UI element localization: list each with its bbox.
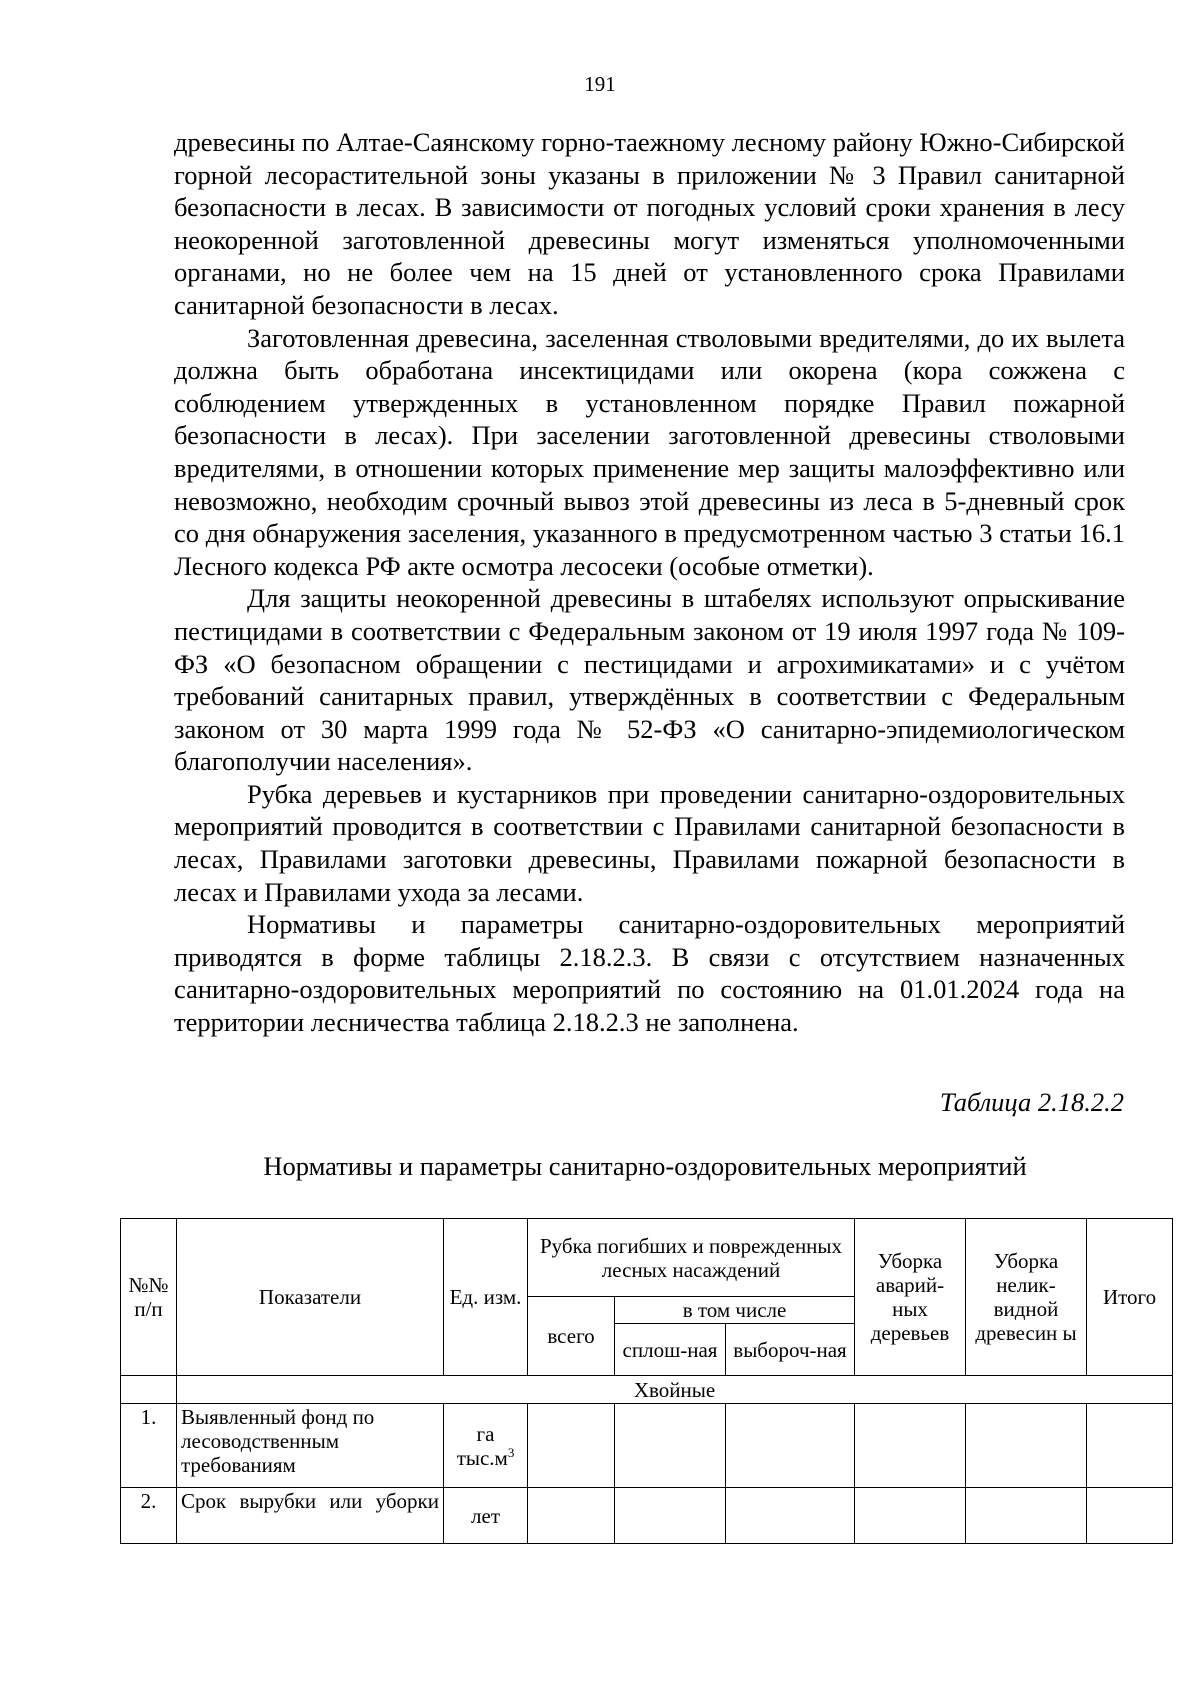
row-cell — [855, 1404, 966, 1488]
row-cell — [726, 1488, 855, 1544]
row-num: 1. — [121, 1404, 177, 1488]
header-total-felling: всего — [528, 1297, 615, 1376]
row-indicator: Выявленный фонд по лесоводственным требованиям — [177, 1404, 444, 1488]
table-row — [121, 1404, 1173, 1488]
header-illiquid: Уборка нелик-видной древесин ы — [966, 1219, 1087, 1376]
table-caption: Таблица 2.18.2.2 — [939, 1087, 1124, 1117]
paragraph-1: древесины по Алтае-Саянскому горно-таежному лесному району Южно-Сибирской горной лесорастительной зоны указаны в приложении № 3 Правил санитарной безопасности в лесах. В зависимости от погодных условий сроки хранения в лесу неокоренной заготовленной древесины могут изменяться уполномоченными органами, но не более чем на 15 дней от установленного срока Правилами санитарной безопасности в лесах. — [174, 127, 1125, 320]
row-num: 2. — [121, 1488, 177, 1544]
body-text — [174, 126, 1125, 1039]
row-cell — [615, 1488, 726, 1544]
header-emergency: Уборка аварий-ных деревьев — [855, 1219, 966, 1376]
paragraph-4: Рубка деревьев и кустарников при проведении санитарно-оздоровительных мероприятий проводится в соответствии с Правилами санитарной безопасности в лесах, Правилами заготовки древесины, Правилами пожарной безопасности в лесах и Правилами ухода за лесами. — [174, 778, 1125, 907]
row-unit — [444, 1404, 528, 1488]
row-unit: лет — [444, 1488, 528, 1544]
header-including: в том числе — [615, 1297, 855, 1324]
row-cell — [1087, 1404, 1173, 1488]
row-cell — [528, 1404, 615, 1488]
row-cell — [615, 1404, 726, 1488]
section-spacer — [121, 1376, 177, 1404]
row-cell — [726, 1404, 855, 1488]
paragraph-3: Для защиты неокоренной древесины в штабелях используют опрыскивание пестицидами в соответствии с Федеральным законом от 19 июля 1997 года № 109-ФЗ «О безопасном обращении с пестицидами и агрохимикатами» и с учётом требований санитарных правил, утверждённых в соответствии с Федеральным законом от 30 марта 1999 года № 52-ФЗ «О санитарно-эпидемиологическом благополучии населения». — [174, 583, 1125, 777]
table-row — [121, 1488, 1173, 1544]
table-title: Нормативы и параметры санитарно-оздоровительных мероприятий — [263, 1151, 1027, 1181]
row-indicator: Срок вырубки или уборки — [177, 1488, 444, 1544]
row-unit-line2: тыс.м — [456, 1445, 508, 1470]
row-cell — [855, 1488, 966, 1544]
header-num: №№ п/п — [121, 1219, 177, 1376]
header-felling-group: Рубка погибших и поврежденных лесных насаждений — [528, 1219, 855, 1297]
paragraph-5: Нормативы и параметры санитарно-оздоровительных мероприятий приводятся в форме таблицы 2.18.2.3. В связи с отсутствием назначенных санитарно-оздоровительных мероприятий по состоянию на 01.01.2024 года на территории лесничества таблица 2.18.2.3 не заполнена. — [174, 909, 1125, 1038]
row-cell — [1087, 1488, 1173, 1544]
row-unit-sup: 3 — [507, 1444, 515, 1460]
page-number: 191 — [584, 72, 616, 96]
row-unit-line1: га — [476, 1421, 495, 1446]
header-total: Итого — [1087, 1219, 1173, 1376]
header-unit: Ед. изм. — [444, 1219, 528, 1376]
row-cell — [966, 1488, 1087, 1544]
norms-table — [120, 1218, 1173, 1544]
header-selective: выбороч-ная — [726, 1324, 855, 1376]
row-cell — [966, 1404, 1087, 1488]
paragraph-2: Заготовленная древесина, заселенная стволовыми вредителями, до их вылета должна быть обработана инсектицидами или окорена (кора сожжена с соблюдением утвержденных в установленном порядке Правил пожарной безопасности в лесах). При заселении заготовленной древесины стволовыми вредителями, в отношении которых применение мер защиты малоэффективно или невозможно, необходим срочный вывоз этой древесины из леса в 5-дневный срок со дня обнаружения заселения, указанного в предусмотренном частью 3 статьи 16.1 Лесного кодекса РФ акте осмотра лесосеки (особые отметки). — [174, 322, 1125, 581]
header-indicator: Показатели — [177, 1219, 444, 1376]
header-clear: сплош-ная — [615, 1324, 726, 1376]
row-cell — [528, 1488, 615, 1544]
section-label: Хвойные — [177, 1376, 1173, 1404]
